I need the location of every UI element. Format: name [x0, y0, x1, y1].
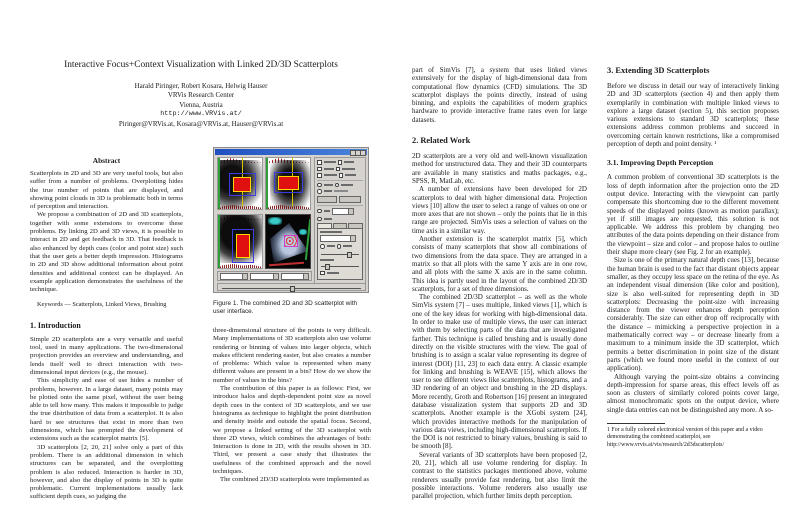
subsection-heading-depth: 3.1. Improving Depth Perception [607, 158, 714, 168]
body-paragraph: The contribution of this paper is as follows: First, we introduce halos and depth-dependent point size as novel depth cues in the context of 3D scatterplots, and we use histograms as technique to highlight the point distribution and density inside and outside the spatial focus. Second, we propose a linked setting of the 3D scatterplot with three 2D views, which combines the advantages of both: Interaction is done in 2D, with the results shown in 3D. Third, we present a case study that illustrates the usefulness of the combined approach and the novel techniques. [213, 385, 371, 476]
section-heading-extending: 3. Extending 3D Scatterplots [607, 66, 710, 75]
section-heading-related-work: 2. Related Work [412, 136, 471, 146]
body-paragraph: 3D scatterplots [2, 20, 21] solve only a part of this problem. There is an additional dimension in which structures can be separated, and the overplotting problem is also reduced. Interaction is harder in 3D, however, and also the display of points in 3D is quite problematic. Current implementations usually lack sufficient depth cues, so judging the [30, 443, 183, 501]
tab [333, 223, 348, 228]
tab-body [317, 228, 363, 280]
body-paragraph: The combined 2D/3D scatterplot – as well as the whole SimVis system [7] – uses multiple, linked views [1], which is one of the key ideas for working with high-dimensional data. In order to make use of multiple views, the user can interact with them by selecting parts of the data that are investigated farther. This technique is called brushing and is usually done directly on the visible structures with the view. The goal of brushing is to assign a scalar value representing its degree of interest (DOI) [11, 23] to each data entry. A classic example for linking and brushing is WEAVE [15], which allows the user to see different views like scatterplots, histograms, and a 3D rendering of an object and brushing in the 2D displays. More recently, Groth and Robertson [16] present an integrated database visualization system that supports 2D and 3D scatterplots. Another example is the XGobi system [24], which provides interactive methods for the manipulation of various data views, including high-dimensional scatterplots. If the DOI is not restricted to binary values, brushing is said to be smooth [8]. [412, 293, 587, 451]
cluster-cyan [268, 217, 282, 225]
focus-box-3d [284, 235, 298, 247]
option-row [317, 189, 363, 194]
footnote-text: 1 For a fully colored electronical version of this paper and a video demonstrating the combined scatterplot, see http://www.vrvis.at/vis/research/2d3dscatterplots/ [607, 426, 763, 448]
body-paragraph: three-dimensional structure of the points is very difficult. Many implementations of 3D scatterplots also use volume rendering or binning of values into larger objects, which makes efficient rendering easier, but also creates a number of problems: Which value is represented when many different values are present in a bin? How do we show the number of values in the bins? [213, 327, 371, 384]
footnote [607, 423, 779, 449]
slider-handle [290, 286, 295, 292]
figure-caption: Figure 1. The combined 2D and 3D scatterplot with user interface. [213, 300, 358, 315]
section-heading-introduction: 1. Introduction [30, 320, 81, 330]
y-axis-line [266, 158, 268, 209]
body-paragraph: This simplicity and ease of use hides a number of problems, however. In a large dataset, many points may be plotted onto the same pixel, without the user being able to tell how many. This makes it impossible to judge the true distribution of data from a scatterplot. It is also hard to see structures that exist in more than two dimensions, which has prompted the development of extensions such as the scatterplot matrix [5]. [30, 377, 183, 443]
body-paragraph: Although varying the point-size obtains a convincing depth-impression for sparse areas, this effect levels off as soon as clusters of similarly colored points cover large, almost monochromatic spots on the output device, where single data entries can not be distinguished any more. A so- [607, 372, 779, 414]
option-row [317, 173, 363, 178]
tab [317, 223, 332, 228]
column-1 [30, 156, 183, 502]
body-paragraph: Size is one of the primary natural depth cues [13], because the human brain is used to the fact that distant objects appear smaller, as they occupy less space on the retina of the eye. As an independent visual dimension (like color and position), size is also well-suited for representing depth in 3D scatterplots: Decreasing the point-size with increasing distance from the viewer enhances depth perception considerably. The size can either drop off reciprocally with the distance – mimicking a perspective projection in a mathematically correct way – or decrease linearly from a maximum to a minimum inside the 3D scatterplot, which permits a better discrimination in point size of the distant parts (which we found more useful in the context of our application). [607, 256, 779, 373]
affiliation: VRVis Research Center [167, 91, 235, 100]
body-paragraph: Several variants of 3D scatterplots have been proposed [2, 20, 21], which all use volume rendering for display. In contrast to the statistics packages mentioned above, volume renderers usually provide fast rendering, but also limit the possible interactions. Volume renderers also usually use parallel projection, which further limits depth perception. [412, 450, 587, 501]
body-paragraph: A number of extensions have been developed for 2D scatterplots to deal with higher dimensional data. Projection views [10] allow the user to select a range of values on one or more axes that are not shown – only the points that lie in this range are projected. SimVis uses a selection of values on the time axis in a similar way. [412, 185, 587, 235]
window-titlebar [215, 149, 367, 155]
focus-brush-rect [233, 177, 251, 192]
histogram-strip-icon [218, 264, 262, 268]
abstract-paragraph: We propose a combination of 2D and 3D scatterplots, together with some extensions to overcome these problems. By linking 2D and 3D views, it is possible to interact in 2D and get feedback in 3D. That feedback is also enhanced by depth cues (color and point size) such that the user gets a better depth impression. Histograms in 2D and 3D show additional information about point densities and additional context can be displayed. An example application demonstrates the usefulness of the technique. [30, 211, 183, 294]
size-slider [321, 264, 359, 268]
body-paragraph: The combined 2D/3D scatterplots were implemented as [220, 476, 369, 484]
author-emails: Piringer@VRVis.at, Kosara@VRVis.at, Hauser@VRVis.at [118, 119, 284, 128]
context-brush-rect [274, 172, 303, 193]
iteration-slider [222, 286, 361, 290]
channels-bar [217, 271, 312, 281]
scatterplot-3d-view [265, 214, 311, 269]
column-4 [607, 66, 779, 449]
screenshot-window [213, 147, 369, 293]
option-row [317, 167, 363, 172]
paper-title: Interactive Focus+Context Visualization with Linked 2D/3D Scatterplots [64, 60, 338, 70]
abstract-paragraph: Scatterplots in 2D and 3D are very useful tools, but also suffer from a number of problems. Overplotting hides the true number of points that are displayed, and showing point clouds in 3D is problematic both in terms of perception and interaction. [30, 170, 183, 211]
scatterplot-2d-xy [217, 157, 263, 210]
button-row [317, 196, 363, 203]
column-2 [213, 147, 371, 485]
paper-url: http://www.VRVis.at/ [160, 110, 242, 119]
authors: Harald Piringer, Robert Kosara, Helwig Hauser [134, 82, 268, 90]
body-paragraph: part of SimVis [7], a system that uses linked views extensively for the display of high-dimensional data from computational flow dynamics (CFD) simulations. The 3D scatterplot displays the points directly, instead of using binning, and exploits the capabilities of modern graphics hardware to provide interactive frame rates even for large datasets. [412, 66, 587, 124]
close-icon [360, 150, 366, 156]
focus-brush-rect [278, 176, 299, 190]
footnote-rule [607, 423, 665, 425]
option-row [317, 160, 363, 165]
body-paragraph: Simple 2D scatterplots are a very versatile and useful tool, used in many applications. The two-dimensional projection provides an overview and understanding, and lends itself well to direct interaction with two-dimensional input devices (e.g., the mouse). [30, 335, 183, 376]
y-axis-line [218, 158, 220, 209]
affiliation-city: Vienna, Austria [179, 100, 223, 109]
control-panel [314, 157, 366, 291]
divider [317, 205, 363, 206]
divider [317, 180, 363, 181]
channel-combo-y [250, 273, 278, 280]
focus-brush-rect [236, 234, 250, 258]
mode-row [317, 208, 363, 215]
scatterplot-2d-yz [217, 214, 263, 269]
author-block [28, 82, 374, 129]
body-paragraph: 2D scatterplots are a very old and well-known visualization method for unstructured data. They and their 3D counterparts are available in many statistics and maths packages, e.g., SPSS, R, MatLab, etc. [412, 152, 587, 185]
option-row [317, 183, 363, 188]
figure-1 [213, 147, 371, 316]
scatterplot-2d-xz [265, 157, 311, 210]
keywords-line: Keywords — Scatterplots, Linked Views, Brushing [37, 301, 167, 309]
opacity-slider [321, 252, 359, 256]
context-brush-rect [232, 229, 254, 263]
tab [348, 223, 363, 228]
mode-row [317, 217, 363, 222]
title-block [28, 60, 374, 129]
iteration-slider-row [217, 283, 366, 291]
y-axis-line [218, 215, 220, 268]
body-paragraph: A common problem of conventional 3D scatterplots is the loss of depth information after the projection onto the 2D output device. Interacting with the viewpoint can partly compensate this shortcoming due to the different movement speeds of the displayed points (known as motion parallax); yet if still images are requested, this solution is not applicable. We address this problem by changing two attributes of the data points depending on their distance from the viewpoint – size and color – and propose halos to outline their shape more cleary (see Fig. 2 for an example). [607, 173, 779, 257]
tab-strip [317, 223, 363, 228]
axis-3d-green [304, 219, 310, 260]
column-3 [412, 66, 587, 501]
context-brush-rect [229, 173, 256, 196]
channel-combo-z [281, 273, 309, 280]
channel-combo-x [220, 273, 248, 280]
abstract-heading: Abstract [92, 156, 121, 165]
body-paragraph: Before we discuss in detail our way of interactively linking 2D and 3D scatterplots (section 4) and then apply them exemplarily in combination with multiple linked views to explore a large dataset (section 5), this section proposes various extensions to standard 3D scatterplots; these extensions address common problems and succeed in overcoming certain known restrictions, like a compromised perception of depth and point density. ¹ [607, 82, 779, 149]
cluster-cyan [299, 229, 307, 235]
body-paragraph: Another extension is the scatterplot matrix [5], which consists of many scatterplots that show all combinations of two dimensions from the data space. They are arranged in a matrix so that all plots with the same Y axis are in one row, and all plots with the same X axis are in the same column. This idea is partly used in the layout of the combined 2D/3D scatterplots, for a set of three dimensions. [412, 235, 587, 293]
